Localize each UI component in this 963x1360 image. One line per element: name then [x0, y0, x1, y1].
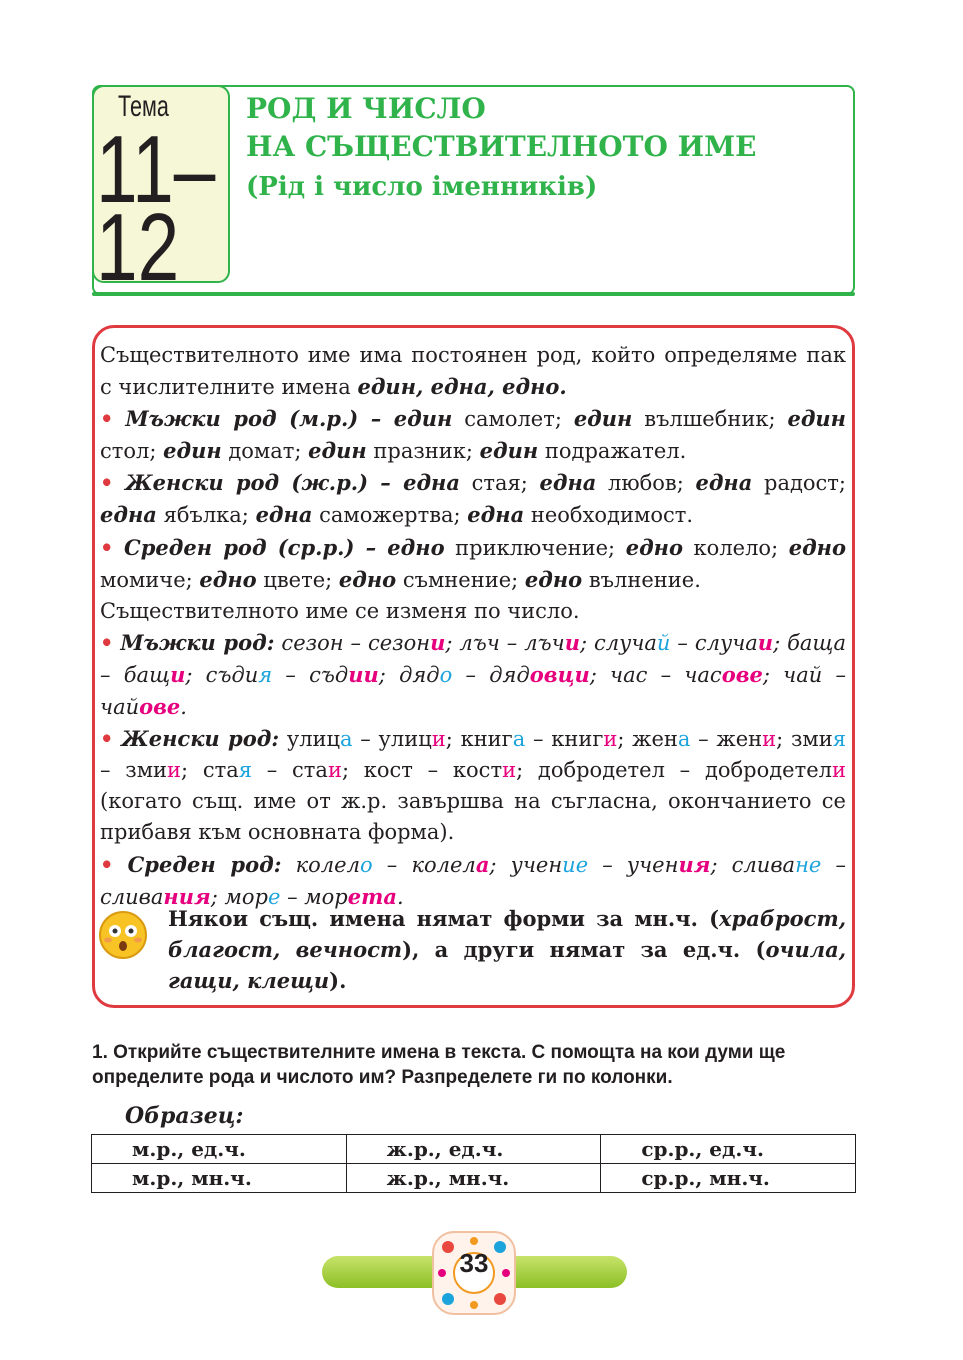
table-cell: ж.р., мн.ч.: [346, 1164, 601, 1193]
rule-intro: Съществителното име има постоянен род, който определяме пак с числителните имена един, една, едно.: [100, 343, 846, 400]
table-cell: ж.р., ед.ч.: [346, 1135, 601, 1164]
page-subtitle: (Рід і число іменників): [246, 172, 598, 202]
page-number: 33: [459, 1248, 489, 1278]
topic-number-2: 12: [96, 194, 180, 301]
gender-word: едно: [524, 566, 583, 592]
table-cell: ср.р., ед.ч.: [601, 1135, 856, 1164]
page-title-line-1: РОД И ЧИСЛО: [246, 92, 486, 125]
rule-neuter: • Среден род (ср.р.) – едно приключение; едно колело; едно момиче; едно цвете; едно съмнение; едно вълнение.: [100, 534, 846, 592]
gender-word: една: [539, 470, 597, 496]
page-title-line-2: НА СЪЩЕСТВИТЕЛНОТО ИМЕ: [246, 130, 757, 163]
rule-number-intro: Съществителното име се изменя по число.: [100, 598, 580, 623]
header-underline: [92, 292, 855, 296]
table-cell: м.р., мн.ч.: [92, 1164, 347, 1193]
table-cell: м.р., ед.ч.: [92, 1135, 347, 1164]
gender-word: едно: [199, 566, 257, 592]
gender-word: една: [695, 470, 753, 496]
gender-word: едно: [788, 534, 846, 560]
table-row: [92, 1135, 856, 1164]
sample-label: Образец:: [125, 1103, 244, 1129]
gender-word: едно: [387, 534, 445, 560]
gender-word: едно: [338, 566, 397, 592]
gender-word: една: [255, 502, 313, 528]
gender-word: един: [393, 406, 453, 432]
gender-word: една: [100, 502, 157, 528]
table-cell: ср.р., мн.ч.: [601, 1164, 856, 1193]
gender-word: едно: [625, 534, 683, 560]
gender-word: един: [163, 438, 222, 464]
gender-word: един: [573, 406, 633, 432]
rule-text: [100, 340, 846, 913]
table-row: [92, 1164, 856, 1193]
note-text: Някои същ. имена нямат форми за мн.ч. (храброст, благост, вечност), а други нямат за ед.ч. (очила, гащи, клещи).: [168, 906, 847, 994]
exercise-1: 1. Открийте съществителните имена в текста. С помощта на кои думи ще определите рода и числото им? Разпределете ги по колонки.: [92, 1042, 786, 1088]
gender-word: един: [787, 406, 846, 432]
rule-masculine: • Мъжки род (м.р.) – един самолет; един вълшебник; един стол; един домат; един празник; един подражател.: [100, 406, 846, 464]
topic-number-1: 11–: [96, 116, 216, 223]
sample-table: [91, 1134, 856, 1193]
gender-word: един: [308, 438, 367, 464]
rule-masculine-plural: • Мъжки род: сезон – сезони; лъч – лъчи; случай – случаи; баща – бащи; съдия – съдии; дядо – дядовци; час – часове; чай – чайове.: [100, 629, 847, 720]
gender-word: една: [403, 470, 460, 496]
rule-feminine-plural: • Женски род: улица – улици; книга – книги; жена – жени; змия – змии; стая – стаи; кост – кости; добродетел – добродетели (когато същ. име от ж.р. завършва на съгласна, окончанието се прибавя към основната форма).: [100, 726, 846, 845]
gender-word: една: [467, 502, 525, 528]
surprised-face-icon: [98, 910, 148, 960]
rule-feminine: • Женски род (ж.р.) – една стая; една любов; една радост; една ябълка; една саможертва; една необходимост.: [100, 470, 846, 528]
rule-neuter-plural: • Среден род: колело – колела; учение – учения; сливане – сливания; море – морета.: [100, 851, 846, 909]
gender-word: един: [479, 438, 539, 464]
topic-label: Тема: [118, 90, 169, 123]
